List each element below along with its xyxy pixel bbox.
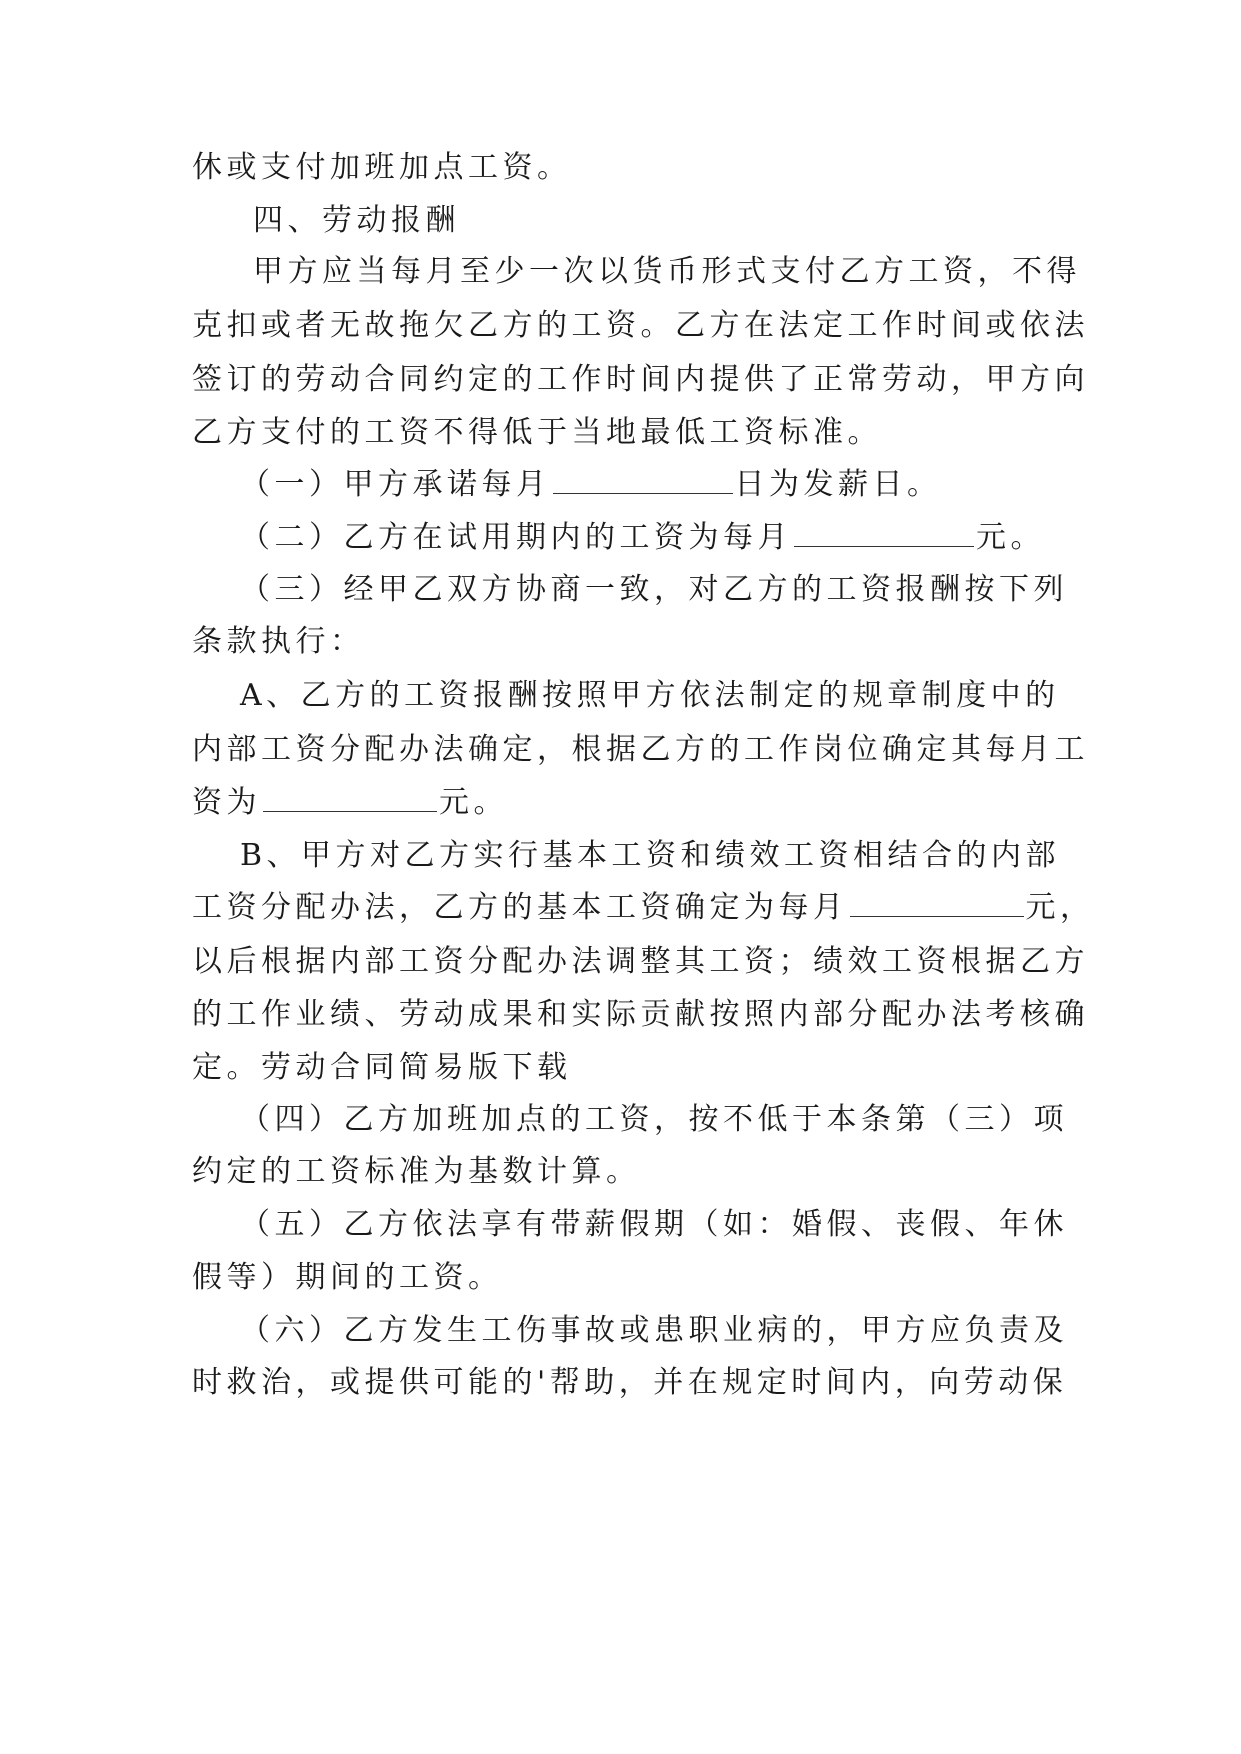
section-heading: 四、劳动报酬 [253,203,460,238]
text-line: 以后根据内部工资分配办法调整其工资；绩效工资根据乙方 [192,944,1089,979]
fill-in-blank[interactable] [553,467,733,494]
text-line: 甲方应当每月至少一次以货币形式支付乙方工资，不得 [253,254,1081,289]
text-line: B、甲方对乙方实行基本工资和绩效工资相结合的内部 [240,838,1061,873]
text-line: 乙方支付的工资不得低于当地最低工资标准。 [192,415,882,450]
text-line: 休或支付加班加点工资。 [192,150,572,185]
clause-text: 日为发薪日。 [734,467,942,502]
clause-text: 元。 [976,520,1045,555]
text-line: 条款执行： [192,624,365,659]
text-line: 时救治，或提供可能的'帮助，并在规定时间内，向劳动保 [192,1365,1068,1400]
text-line: 克扣或者无故拖欠乙方的工资。乙方在法定工作时间或依法 [192,308,1089,343]
text-line [240,465,1052,505]
text-line: 假等）期间的工资。 [192,1260,503,1295]
text-line: 约定的工资标准为基数计算。 [192,1154,641,1189]
text-line: （六）乙方发生工伤事故或患职业病的，甲方应负责及 [240,1313,1068,1348]
text-line: （四）乙方加班加点的工资，按不低于本条第（三）项 [240,1102,1068,1137]
clause-text: 工资分配办法，乙方的基本工资确定为每月 [192,890,848,925]
clause-text: 资为 [192,785,261,820]
text-line [192,783,1052,823]
clause-text: 元， [1025,890,1095,925]
text-line [240,518,1052,558]
clause-text: （二）乙方在试用期内的工资为每月 [240,520,792,555]
text-line [192,888,1095,928]
text-line: 内部工资分配办法确定，根据乙方的工作岗位确定其每月工 [192,732,1089,767]
fill-in-blank[interactable] [850,890,1024,917]
text-line: 签订的劳动合同约定的工作时间内提供了正常劳动，甲方向 [192,362,1089,397]
text-line: （三）经甲乙双方协商一致，对乙方的工资报酬按下列 [240,572,1068,607]
fill-in-blank[interactable] [794,520,974,547]
text-line: （五）乙方依法享有带薪假期（如：婚假、丧假、年休 [240,1207,1068,1242]
clause-text: （一）甲方承诺每月 [240,467,551,502]
text-line: 定。劳动合同简易版下载 [192,1050,572,1085]
text-line: A、乙方的工资报酬按照甲方依法制定的规章制度中的 [240,678,1060,713]
clause-text: 元。 [439,785,508,820]
fill-in-blank[interactable] [263,785,437,812]
text-line: 的工作业绩、劳动成果和实际贡献按照内部分配办法考核确 [192,997,1089,1032]
